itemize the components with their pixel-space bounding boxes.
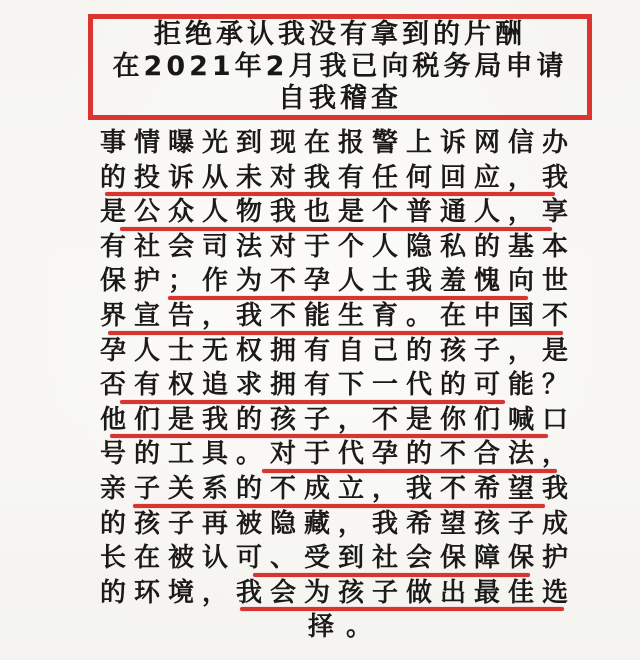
statement-line <box>100 576 592 611</box>
statement-line-text: 界宣告，我不能生育。在中国不 <box>100 300 577 331</box>
statement-line-text: 有社会司法对于个人隐私的基本 <box>100 231 577 262</box>
statement-line-text: 孕人士无权拥有自己的孩子，是 <box>100 335 577 366</box>
statement-line-text: 号的工具。对于代孕的不合法， <box>100 439 577 470</box>
statement-line-text: 择。 <box>307 612 384 643</box>
statement-line-text: 亲子关系的不成立，我不希望我 <box>100 473 577 504</box>
statement-line <box>100 368 592 403</box>
statement-line <box>100 230 592 265</box>
statement-line <box>100 472 592 507</box>
title-line-3: 自我稽查 <box>278 83 402 114</box>
statement-line <box>100 195 592 230</box>
statement-line <box>100 610 592 645</box>
statement-line-text: 保护；作为不孕人士我羞愧向世 <box>100 266 577 297</box>
title-line-1: 拒绝承认我没有拿到的片酬 <box>154 19 526 50</box>
statement-line-text: 否有权追求拥有下一代的可能？ <box>100 370 577 401</box>
statement-body <box>100 126 592 645</box>
statement-line <box>100 541 592 576</box>
statement-line-text: 的投诉从未对我有任何回应，我 <box>100 162 577 193</box>
statement-line-text: 的环境，我会为孩子做出最佳选 <box>100 577 577 608</box>
statement-line <box>100 126 592 161</box>
statement-line-text: 长在被认可、受到社会保障保护 <box>100 543 577 574</box>
statement-line-text: 事情曝光到现在报警上诉网信办 <box>100 128 577 158</box>
statement-line <box>100 299 592 334</box>
statement-line <box>100 403 592 438</box>
title-line-2: 在2021年2月我已向税务局申请 <box>112 51 568 82</box>
title-box <box>88 14 592 120</box>
statement-line <box>100 507 592 542</box>
statement-line-text: 的孩子再被隐藏，我希望孩子成 <box>100 508 577 539</box>
statement-line <box>100 334 592 369</box>
statement-line-text: 他们是我的孩子，不是你们喊口 <box>100 404 577 435</box>
statement-line-text: 是公众人物我也是个普通人，享 <box>100 197 577 228</box>
statement-line <box>100 437 592 472</box>
statement-line <box>100 161 592 196</box>
statement-line <box>100 264 592 299</box>
